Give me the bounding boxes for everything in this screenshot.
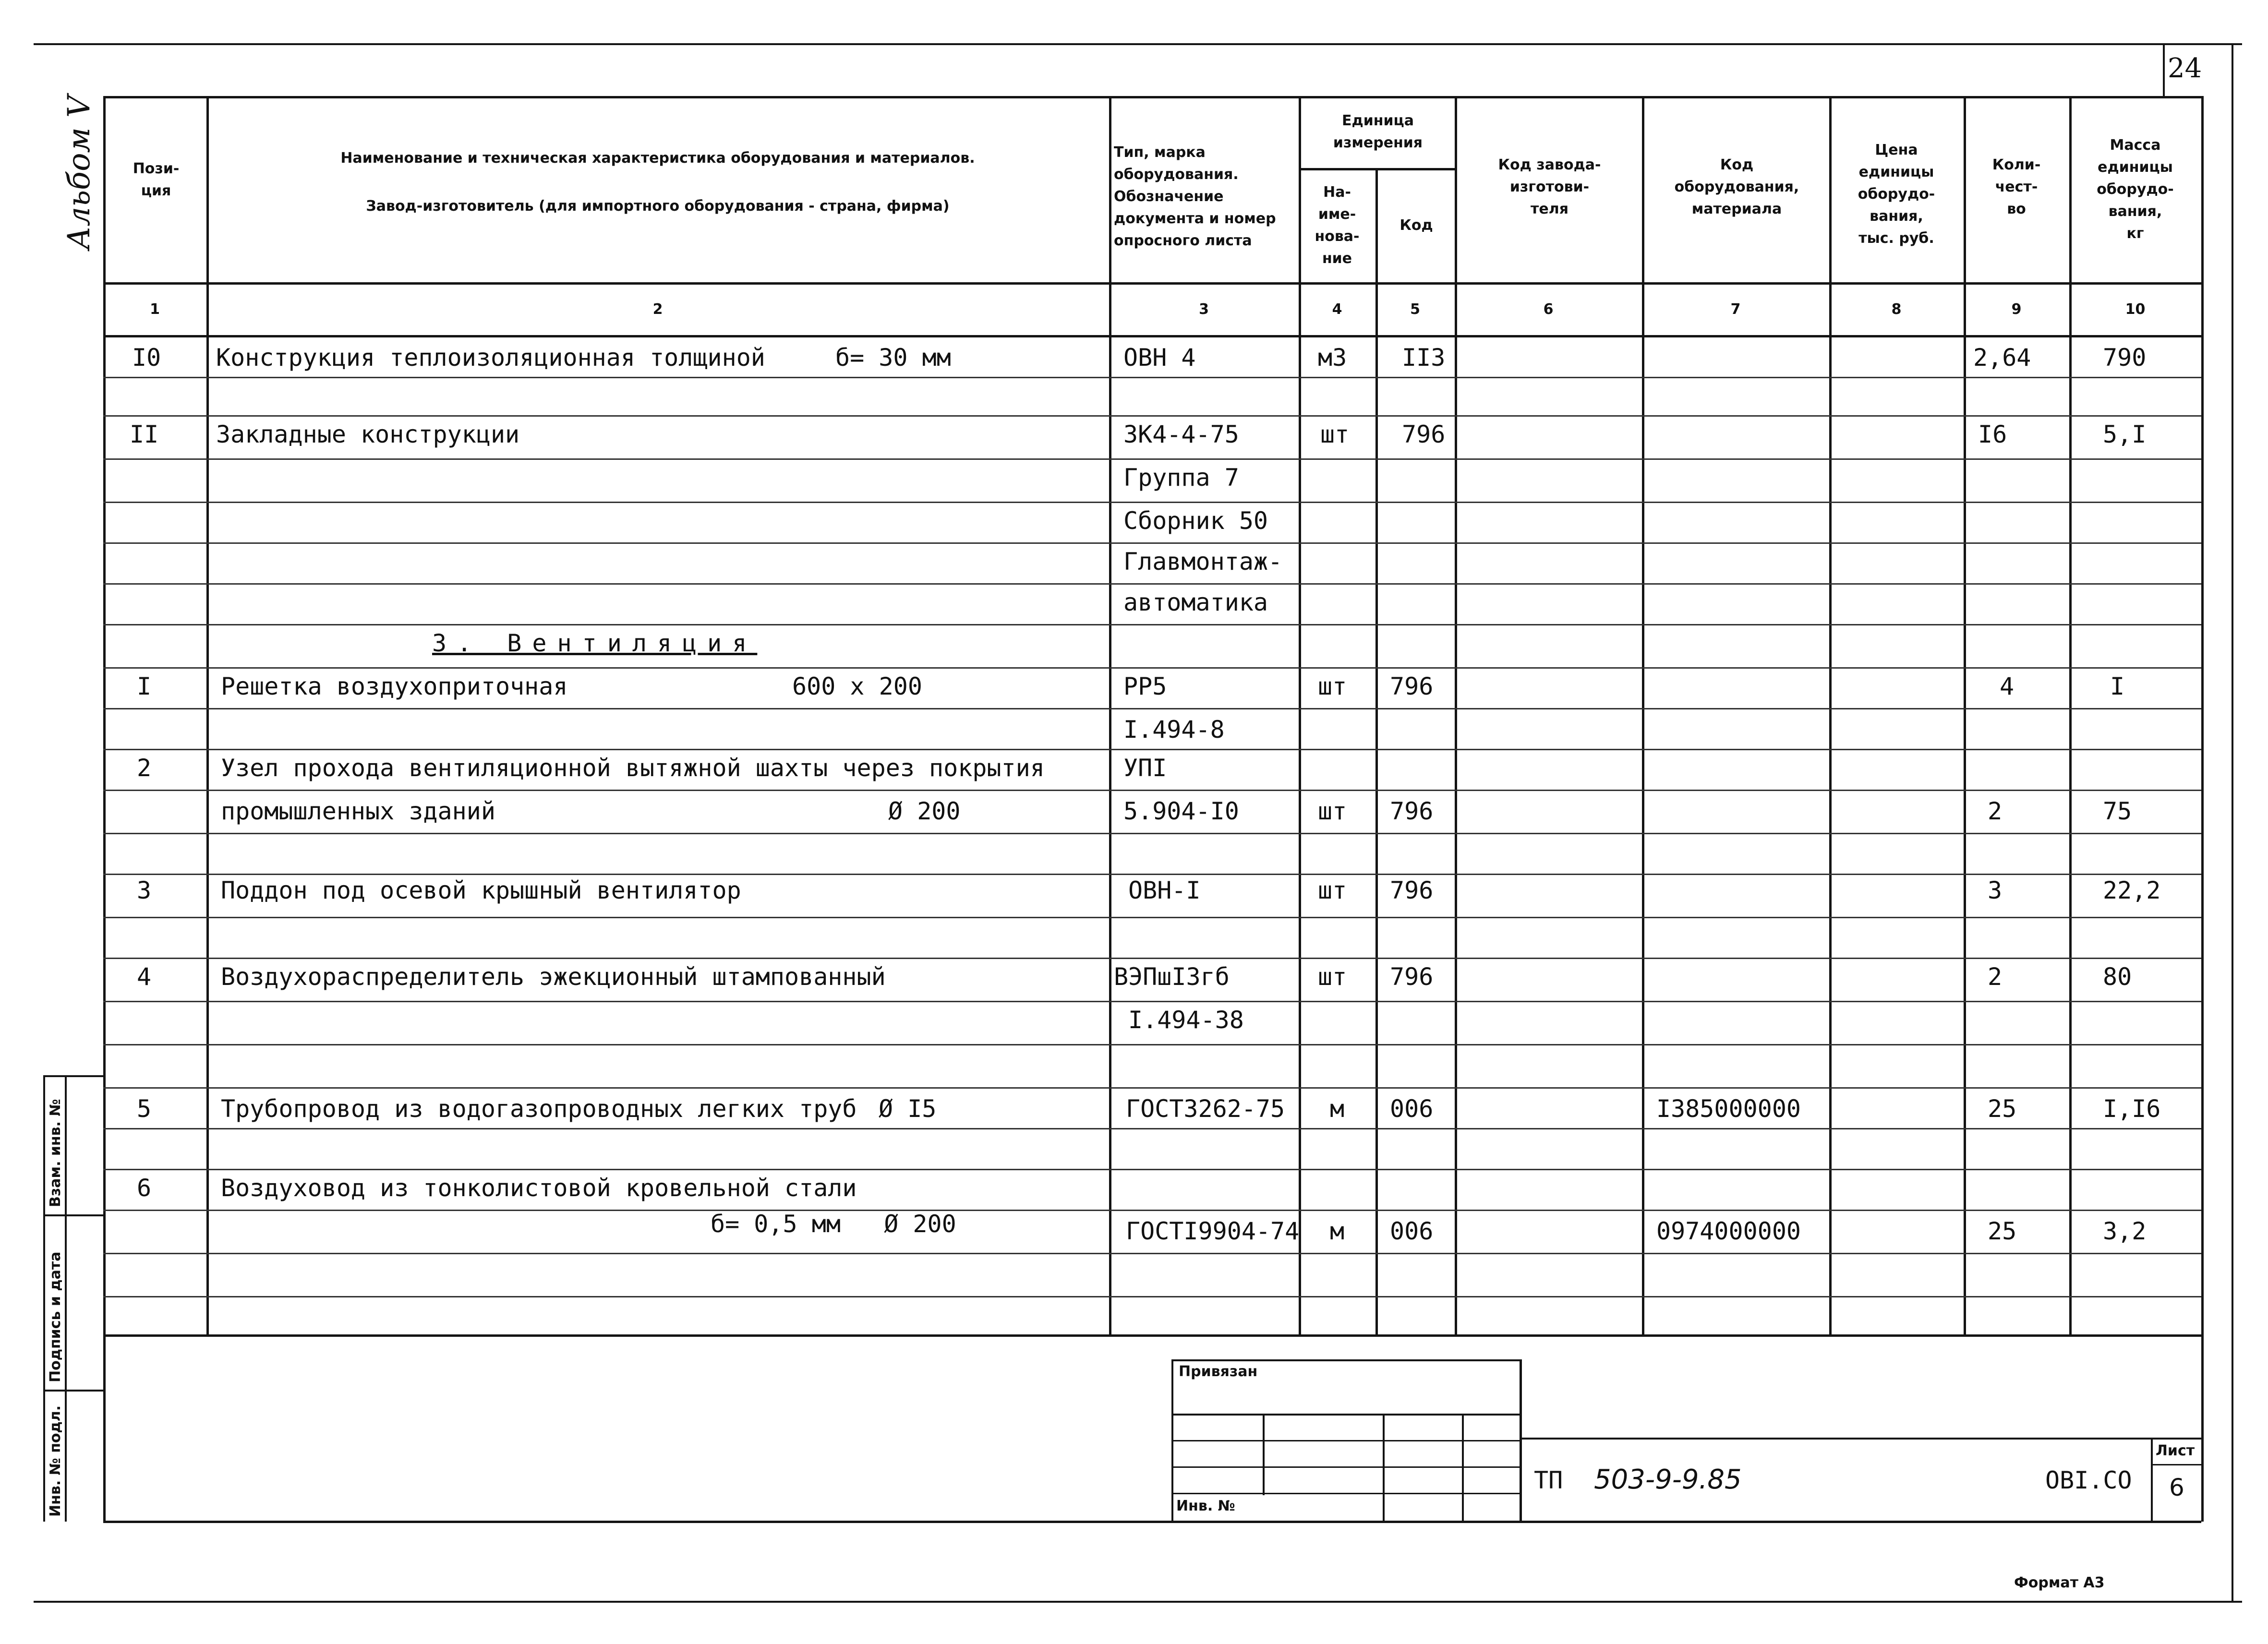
row-6-material-code: 0974000000 (1656, 1217, 1801, 1245)
row-5-qty: 25 (1988, 1095, 2017, 1123)
row-3-qty: 3 (1988, 876, 2003, 904)
row-2-mass: 75 (2103, 797, 2132, 825)
row-5-unit: м (1330, 1095, 1345, 1123)
format-label: Формат А3 (2014, 1574, 2105, 1591)
row-10-name: Конструкция теплоизоляционная толщиной (216, 344, 765, 372)
row-11-pos: II (130, 420, 159, 448)
row-line (103, 624, 2201, 625)
row-10-unit: м3 (1318, 344, 1347, 372)
tb-top-line (1171, 1359, 1522, 1361)
colnum-4: 4 (1332, 301, 1342, 318)
row-5-spec: Ø I5 (879, 1095, 937, 1123)
row-1-pos: I (137, 672, 152, 700)
row-line (103, 667, 2201, 669)
row-1-code: 796 (1390, 672, 1434, 700)
row-6-qty: 25 (1988, 1217, 2017, 1245)
row-3-type: ОВН-I (1128, 876, 1201, 904)
row-5-material-code: I385000000 (1656, 1095, 1801, 1123)
row-1-spec: 600 х 200 (792, 672, 922, 700)
row-line (103, 958, 2201, 959)
col-line-5 (1455, 96, 1457, 1337)
row-line (103, 1296, 2201, 1297)
row-5-mass: I,I6 (2103, 1095, 2161, 1123)
stamp-line (43, 1214, 106, 1216)
tb-inv-no: Инв. № (1176, 1498, 1235, 1514)
row-1-type: РР5 (1123, 672, 1167, 700)
page-number: 24 (2168, 53, 2202, 84)
row-3-code: 796 (1390, 876, 1434, 904)
col-line-3 (1299, 96, 1301, 1337)
row-2-type-2: 5.904-I0 (1123, 797, 1239, 825)
row-5-pos: 5 (137, 1095, 152, 1123)
outer-bottom-line (103, 1521, 2201, 1523)
row-1-type-2: I.494-8 (1123, 716, 1225, 744)
row-11-qty: I6 (1978, 420, 2007, 448)
row-1-qty: 4 (2000, 672, 2015, 700)
header-name-line1: Наименование и техническая характеристика оборудования и материалов. (340, 150, 975, 167)
row-line (103, 377, 2201, 378)
row-3-unit: шт (1318, 876, 1347, 904)
row-4-name: Воздухораспределитель эжекционный штампованный (221, 963, 886, 991)
row-10-qty: 2,64 (1973, 344, 2031, 372)
row-4-code: 796 (1390, 963, 1434, 991)
row-2-spec: Ø 200 (888, 797, 961, 825)
row-line (103, 1253, 2201, 1254)
row-6-spec: б= 0,5 мм Ø 200 (711, 1210, 956, 1238)
row-10-mass: 790 (2103, 344, 2147, 372)
row-5-name: Трубопровод из водогазопроводных легких труб (221, 1095, 857, 1123)
row-1-mass: I (2110, 672, 2125, 700)
stamp-original-inv: Инв. № подл. (47, 1405, 64, 1517)
row-1-name: Решетка воздухоприточная (221, 672, 568, 700)
row-line (103, 749, 2201, 750)
row-line (103, 502, 2201, 503)
col-line-9 (2069, 96, 2072, 1337)
row-line (103, 1087, 2201, 1089)
row-3-pos: 3 (137, 876, 152, 904)
tb-sheet-number: 6 (2169, 1474, 2184, 1501)
col-line-1 (206, 96, 209, 1337)
stamp-signature-date: Подпись и дата (47, 1251, 64, 1382)
colnum-8: 8 (1891, 301, 1902, 318)
colnum-1: 1 (150, 301, 160, 318)
tb-line (1171, 1440, 1522, 1441)
col-line-8 (1964, 96, 1966, 1337)
row-11-type: ЗК4-4-75 (1123, 420, 1239, 448)
stamp-line (43, 1390, 106, 1392)
col-line-6 (1642, 96, 1644, 1337)
header-factory-code: Код завода- изготови- теля (1498, 156, 1601, 217)
col-line-2 (1109, 96, 1111, 1337)
stamp-strip-mid (65, 1075, 67, 1522)
row-2-unit: шт (1318, 797, 1347, 825)
tb-mark: ОВI.СО (2045, 1466, 2132, 1494)
row-5-code: 006 (1390, 1095, 1434, 1123)
tb-line (1171, 1466, 1522, 1468)
tb-privyazan: Привязан (1179, 1363, 1258, 1380)
header-type: Тип, марка оборудования. Обозначение документа и номер опросного листа (1114, 144, 1276, 249)
row-2-qty: 2 (1988, 797, 2003, 825)
header-quantity: Коли- чест- во (1992, 156, 2041, 217)
tb-doc-code: ТП (1534, 1466, 1563, 1494)
row-11-name: Закладные конструкции (216, 420, 520, 448)
page-number-box-left (2163, 44, 2165, 97)
row-line (103, 1210, 2201, 1211)
row-line (103, 1001, 2201, 1002)
tb-vline (1383, 1414, 1385, 1522)
colnum-5: 5 (1410, 301, 1420, 318)
row-line (103, 1044, 2201, 1045)
top-border-line (34, 43, 2242, 45)
row-11-type-3: Сборник 50 (1123, 507, 1268, 535)
row-line (103, 708, 2201, 709)
table-body-bottom-line (103, 1334, 2201, 1337)
row-10-pos: I0 (132, 344, 161, 372)
tb-vline (1171, 1359, 1173, 1522)
stamp-replace-inv: Взам. инв. № (47, 1099, 64, 1207)
colnum-10: 10 (2125, 301, 2146, 318)
row-4-type: ВЭПшI3гб (1114, 963, 1230, 991)
header-price: Цена единицы оборудо- вания, тыс. руб. (1858, 142, 1935, 247)
col-line-4 (1375, 168, 1378, 1337)
row-line (103, 583, 2201, 585)
row-4-mass: 80 (2103, 963, 2132, 991)
tb-sheet-vline (2151, 1438, 2153, 1522)
colnum-3: 3 (1199, 301, 1209, 318)
row-4-pos: 4 (137, 963, 152, 991)
row-4-unit: шт (1318, 963, 1347, 991)
tb-vline (1263, 1414, 1265, 1495)
header-unit: Единица измерения (1333, 112, 1423, 151)
row-11-unit: шт (1320, 420, 1350, 448)
row-line (103, 415, 2201, 417)
header-unit-code: Код (1399, 217, 1433, 234)
row-5-type: ГОСТ3262-75 (1126, 1095, 1285, 1123)
tb-sheet-label: Лист (2156, 1442, 2195, 1459)
row-line (103, 1128, 2201, 1129)
right-border-line (2232, 43, 2233, 1602)
row-line (103, 874, 2201, 875)
row-3-name: Поддон под осевой крышный вентилятор (221, 876, 741, 904)
row-2-name-2: промышленных зданий (221, 797, 495, 825)
colnum-2: 2 (652, 301, 663, 318)
section-heading: 3. Вентиляция (432, 629, 758, 657)
row-10-type: ОВН 4 (1123, 344, 1196, 372)
col-line-7 (1829, 96, 1832, 1337)
row-11-type-5: автоматика (1123, 588, 1268, 616)
colnum-7: 7 (1730, 301, 1741, 318)
header-unit-name: На- име- нова- ние (1315, 184, 1360, 267)
tb-doc-number: 503-9-9.85 (1594, 1464, 1742, 1495)
bottom-border-line (34, 1601, 2242, 1603)
header-mass: Масса единицы оборудо- вания, кг (2097, 137, 2174, 242)
colnum-6: 6 (1543, 301, 1554, 318)
tb-vline (1462, 1414, 1464, 1522)
tb-line (1171, 1414, 1522, 1416)
row-6-mass: 3,2 (2103, 1217, 2147, 1245)
row-1-unit: шт (1318, 672, 1347, 700)
row-10-code: II3 (1402, 344, 1446, 372)
row-2-name: Узел прохода вентиляционной вытяжной шахты через покрытия (221, 754, 1045, 782)
header-material-code: Код оборудования, материала (1674, 156, 1799, 217)
row-6-code: 006 (1390, 1217, 1434, 1245)
row-4-qty: 2 (1988, 963, 2003, 991)
tb-main-line (1520, 1438, 2201, 1440)
row-6-name: Воздуховод из тонколистовой кровельной стали (221, 1174, 857, 1202)
row-11-code: 796 (1402, 420, 1446, 448)
row-line (103, 542, 2201, 544)
tb-sheet-hline (2151, 1464, 2201, 1465)
tb-line (1171, 1493, 1522, 1494)
row-2-pos: 2 (137, 754, 152, 782)
table-top-line (103, 96, 2201, 98)
stamp-strip-left (43, 1075, 45, 1522)
row-11-mass: 5,I (2103, 420, 2147, 448)
stamp-line (43, 1075, 106, 1077)
row-line (103, 1169, 2201, 1170)
unit-subheader-line (1299, 168, 1457, 170)
row-6-unit: м (1330, 1217, 1345, 1245)
row-line (103, 917, 2201, 918)
header-name-line2: Завод-изготовитель (для импортного оборудования - страна, фирма) (366, 198, 950, 215)
header-position: Пози- ция (133, 160, 180, 199)
row-4-type-2: I.494-38 (1128, 1006, 1244, 1034)
row-6-pos: 6 (137, 1174, 152, 1202)
row-10-spec: б= 30 мм (835, 344, 951, 372)
row-3-mass: 22,2 (2103, 876, 2161, 904)
row-6-type: ГОСТI9904-74 (1126, 1217, 1300, 1245)
row-line (103, 790, 2201, 791)
row-11-type-4: Главмонтаж- (1123, 548, 1283, 576)
row-line (103, 833, 2201, 834)
row-2-type: УПI (1123, 754, 1167, 782)
row-2-code: 796 (1390, 797, 1434, 825)
row-11-type-2: Группа 7 (1123, 464, 1239, 492)
row-line (103, 458, 2201, 460)
col-line-10 (2201, 96, 2204, 1522)
album-label: Альбом V (61, 95, 97, 250)
colnum-9: 9 (2011, 301, 2022, 318)
tb-vline (1520, 1359, 1522, 1522)
